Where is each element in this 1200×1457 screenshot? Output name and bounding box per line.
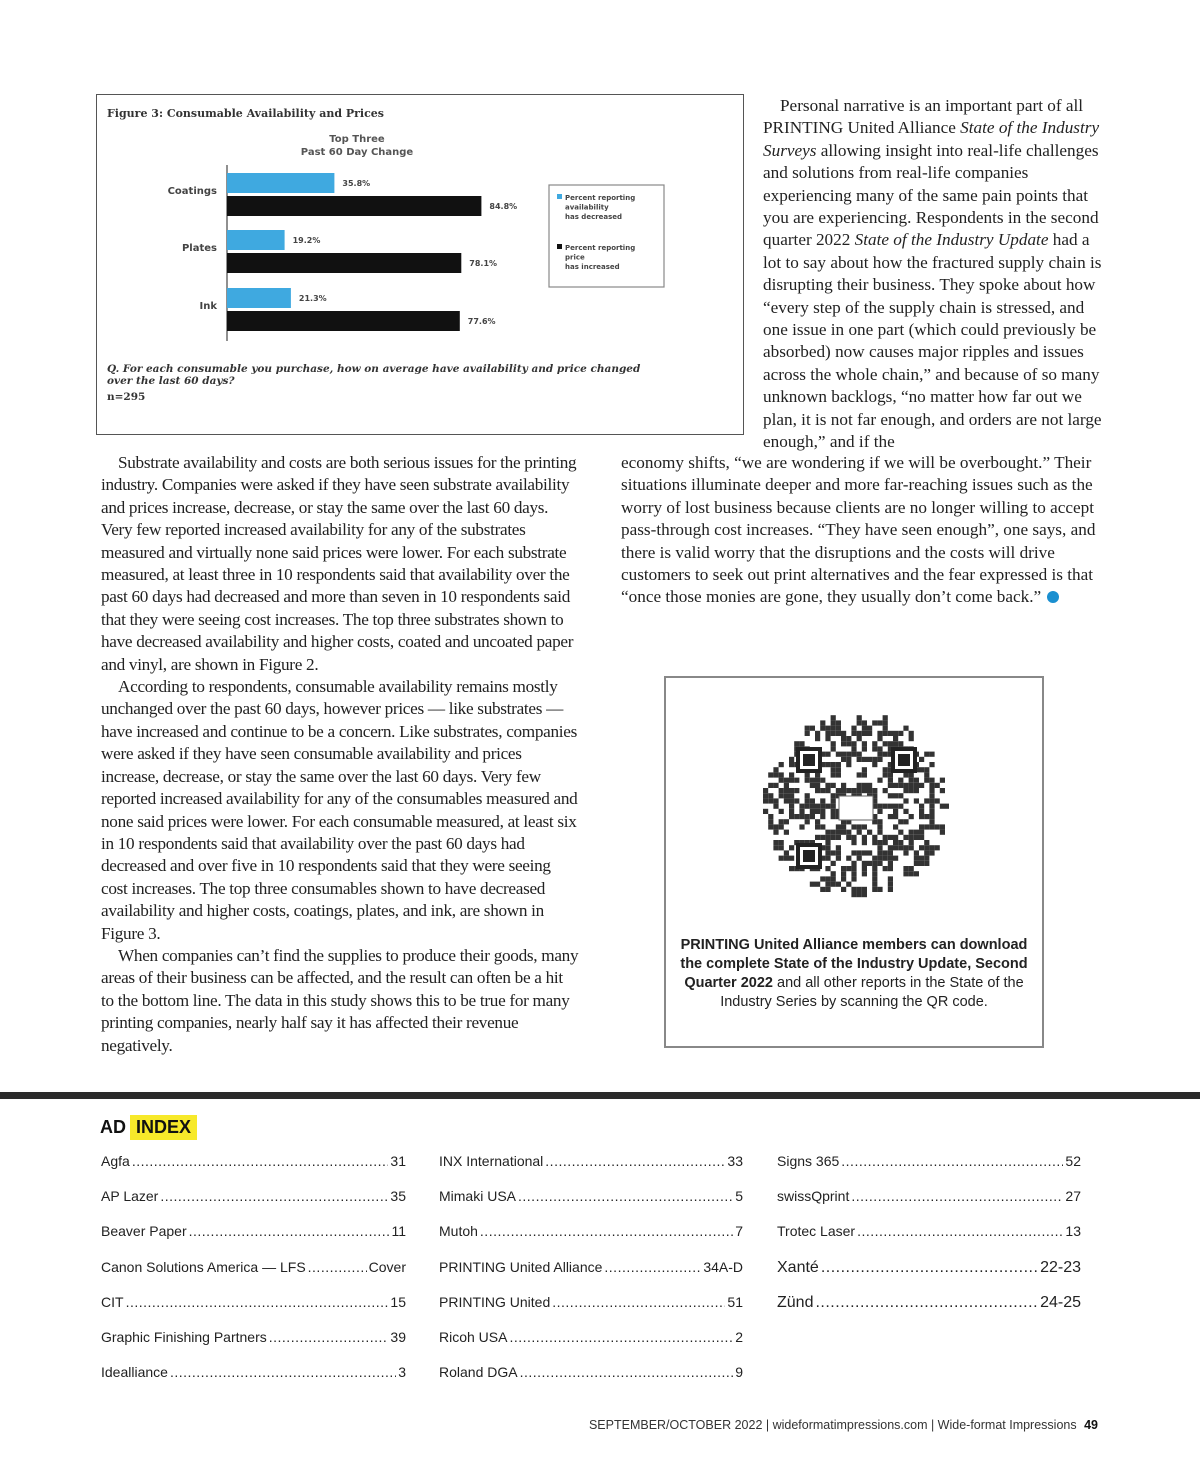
advertiser-name: Xanté bbox=[777, 1258, 819, 1276]
advertiser-name: Beaver Paper bbox=[101, 1223, 187, 1240]
advertiser-page: 3 bbox=[398, 1364, 406, 1381]
ad-index-entry bbox=[101, 1259, 406, 1294]
index-label: INDEX bbox=[130, 1115, 197, 1140]
advertiser-page: 39 bbox=[390, 1328, 406, 1345]
ad-index-column-2 bbox=[439, 1153, 743, 1399]
qr-center-logo bbox=[839, 796, 873, 820]
ad-index-entry bbox=[439, 1294, 743, 1329]
figure-3 bbox=[96, 94, 744, 435]
dot-leader bbox=[815, 1294, 1038, 1312]
ad-index-column-1 bbox=[101, 1153, 406, 1399]
advertiser-page: 51 bbox=[727, 1293, 743, 1310]
category-label: Ink bbox=[199, 301, 217, 312]
advertiser-name: Canon Solutions America — LFS bbox=[101, 1258, 306, 1275]
advertiser-page: 9 bbox=[735, 1364, 743, 1381]
advertiser-name: Mimaki USA bbox=[439, 1188, 517, 1205]
advertiser-name: Mutoh bbox=[439, 1223, 478, 1240]
advertiser-name: Zünd bbox=[777, 1293, 814, 1311]
qr-finder-pattern bbox=[796, 747, 822, 773]
dot-leader bbox=[857, 1223, 1063, 1239]
dot-leader bbox=[132, 1153, 389, 1169]
advertiser-page: 5 bbox=[735, 1188, 743, 1205]
dot-leader bbox=[821, 1259, 1038, 1277]
dot-leader bbox=[518, 1188, 733, 1204]
dot-leader bbox=[480, 1223, 733, 1239]
ad-index-entry bbox=[777, 1223, 1081, 1258]
ad-index-entry bbox=[777, 1294, 1081, 1329]
advertiser-page: 24-25 bbox=[1040, 1293, 1081, 1311]
advertiser-page: 2 bbox=[735, 1328, 743, 1345]
advertiser-name: Ricoh USA bbox=[439, 1328, 508, 1345]
narrative-italic-2: State of the Industry Update bbox=[854, 230, 1049, 250]
advertiser-page: 34A-D bbox=[703, 1258, 743, 1275]
advertiser-page: 27 bbox=[1065, 1188, 1081, 1205]
advertiser-page: 52 bbox=[1065, 1153, 1081, 1169]
right-column-upper bbox=[763, 95, 1108, 454]
dot-leader bbox=[509, 1329, 733, 1345]
ad-index-heading bbox=[100, 1113, 197, 1141]
ad-label: AD bbox=[100, 1116, 126, 1137]
advertiser-name: Roland DGA bbox=[439, 1364, 518, 1381]
dot-leader bbox=[269, 1329, 389, 1345]
qr-caption bbox=[680, 936, 1028, 1012]
bar bbox=[227, 173, 334, 193]
narrative-text-3: had a lot to say about how the fractured supply chain is disrupting their business. They spoke about how “every step of the supply chain is stressed, and one issue in one part (which could previously be absorbed) now causes major ripples and issues across the whole chain,” and because of so many unknown backlogs, “no matter how far out we plan, it is not far enough, and orders are not large enough,” and if the bbox=[763, 230, 1102, 452]
advertiser-page: 7 bbox=[735, 1223, 743, 1240]
category-label: Coatings bbox=[167, 186, 217, 197]
ad-index-entry bbox=[101, 1329, 406, 1364]
qr-finder-pattern bbox=[796, 843, 822, 869]
page-number: 49 bbox=[1084, 1418, 1098, 1432]
section-divider bbox=[0, 1092, 1200, 1099]
data-label: 77.6% bbox=[467, 317, 496, 326]
body-paragraph: Substrate availability and costs are both serious issues for the printing industry. Companies were asked if they have seen substrate availability and prices increase, decrease, or stay the same over the last 60 days. Very few reported increased availability for any of the substrates measured and virtually none said prices were lower. For each substrate measured, at least three in 10 respondents said that availability over the past 60 days had decreased and more than seven in 10 respondents said that they were seeing cost increases. The top three substrates shown to have decreased availability and higher costs, coated and uncoated paper and vinyl, are shown in Figure 2. bbox=[101, 453, 577, 674]
data-label: 19.2% bbox=[292, 236, 321, 245]
advertiser-name: Idealliance bbox=[101, 1364, 168, 1381]
page-footer bbox=[0, 1418, 1098, 1432]
bar bbox=[227, 288, 291, 308]
dot-leader bbox=[308, 1259, 367, 1275]
qr-finder-pattern bbox=[891, 747, 917, 773]
ad-index-entry bbox=[101, 1188, 406, 1223]
bar bbox=[227, 311, 460, 331]
dot-leader bbox=[841, 1153, 1063, 1169]
dot-leader bbox=[126, 1294, 389, 1310]
figure-sample-size: n=295 bbox=[107, 391, 146, 403]
legend-label: price bbox=[565, 253, 585, 262]
chart-title: Past 60 Day Change bbox=[300, 147, 414, 158]
narrative-text-2: allowing insight into real-life challenges and solutions from real-life companies experiencing many of the same pain points that you are experiencing. Respondents in the second quarter 2022 bbox=[763, 140, 1099, 250]
ad-index-entry bbox=[777, 1259, 1081, 1294]
right-column-lower bbox=[621, 452, 1106, 609]
ad-index-entry bbox=[439, 1364, 743, 1399]
ad-index-entry bbox=[101, 1364, 406, 1399]
left-column bbox=[101, 452, 579, 1057]
end-mark-icon bbox=[1047, 591, 1059, 603]
ad-index-entry bbox=[101, 1153, 406, 1188]
advertiser-page: 11 bbox=[391, 1223, 406, 1240]
figure-title: Figure 3: Consumable Availability and Prices bbox=[107, 107, 384, 120]
ad-index-entry bbox=[101, 1223, 406, 1258]
ad-index-entry bbox=[439, 1259, 743, 1294]
advertiser-page: 22-23 bbox=[1040, 1258, 1081, 1276]
dot-leader bbox=[552, 1294, 725, 1310]
ad-index-column-3 bbox=[777, 1153, 1081, 1329]
dot-leader bbox=[851, 1188, 1063, 1204]
advertiser-name: INX International bbox=[439, 1153, 544, 1169]
dot-leader bbox=[170, 1364, 396, 1380]
advertiser-name: PRINTING United Alliance bbox=[439, 1258, 603, 1275]
advertiser-name: Signs 365 bbox=[777, 1153, 840, 1169]
footer-text: SEPTEMBER/OCTOBER 2022 | wideformatimpressions.com | Wide-format Impressions bbox=[588, 1418, 1077, 1432]
advertiser-page: 31 bbox=[390, 1153, 406, 1169]
dot-leader bbox=[604, 1259, 701, 1275]
narrative-italic-1: State of the Industry Surveys bbox=[763, 118, 1100, 160]
advertiser-name: Graphic Finishing Partners bbox=[101, 1328, 267, 1345]
qr-caption-rest: and all other reports in the State of the Industry Series by scanning the QR code. bbox=[720, 975, 1024, 1010]
advertiser-name: AP Lazer bbox=[101, 1188, 159, 1205]
data-label: 84.8% bbox=[489, 202, 518, 211]
dot-leader bbox=[520, 1364, 734, 1380]
ad-index-entry bbox=[439, 1188, 743, 1223]
legend-label: availability bbox=[565, 203, 609, 212]
advertiser-name: swissQprint bbox=[777, 1188, 850, 1205]
category-label: Plates bbox=[181, 243, 217, 254]
advertiser-name: CIT bbox=[101, 1293, 124, 1310]
advertiser-page: 15 bbox=[390, 1293, 406, 1310]
bar bbox=[227, 230, 285, 250]
advertiser-name: Trotec Laser bbox=[777, 1223, 856, 1240]
advertiser-name: Agfa bbox=[101, 1153, 130, 1169]
ad-index-entry bbox=[439, 1329, 743, 1364]
ad-index-entry bbox=[439, 1153, 743, 1188]
body-paragraph: According to respondents, consumable availability remains mostly unchanged over the past 60 days, however prices — like substrates — have increased and continue to be a concern. Like substrates, companies were asked if they have seen consumable availability and prices increase, decrease, or stay the same over the last 60 days. Very few reported increased availability for any of the consumables measured and none said prices were lower. For each consumable measured, at least six in 10 respondents said that availability over the past 60 days had decreased and over five in 10 respondents said that they were seeing cost increases. The top three consumables shown to have decreased availability and higher costs, coatings, plates, and ink, are shown in Figure 3. bbox=[101, 677, 578, 943]
ad-index-entry bbox=[101, 1294, 406, 1329]
legend-swatch bbox=[557, 194, 562, 199]
chart-title: Top Three bbox=[329, 134, 385, 145]
body-paragraph: When companies can’t find the supplies to produce their goods, many areas of their business can be affected, and the result can often be a hit to the bottom line. The data in this study shows this to be true for many printing companies, nearly half say it has affected their revenue negatively. bbox=[101, 945, 579, 1055]
narrative-continuation bbox=[621, 452, 1106, 609]
legend-swatch bbox=[557, 244, 562, 249]
narrative-continuation-text: economy shifts, “we are wondering if we will be overbought.” Their situations illuminate deeper and more far-reaching issues such as the worry of lost business because clients are no longer willing to accept pass-through cost increases. “They have seen enough”, one says, and there is valid worry that the disruptions and the costs will drive customers to seek out print alternatives and the fear expressed is that “once those monies are gone, they usually don’t come back.” bbox=[621, 453, 1096, 607]
qr-code-icon[interactable] bbox=[763, 710, 949, 910]
advertiser-page: 13 bbox=[1065, 1223, 1081, 1240]
narrative-text-1: Personal narrative is an important part of all PRINTING United Alliance bbox=[763, 96, 1084, 138]
advertiser-name: PRINTING United bbox=[439, 1293, 551, 1310]
ad-index-entry bbox=[439, 1223, 743, 1258]
data-label: 21.3% bbox=[298, 294, 327, 303]
dot-leader bbox=[160, 1188, 388, 1204]
legend-label: Percent reporting bbox=[565, 244, 636, 252]
ad-index-entry bbox=[777, 1188, 1081, 1223]
legend-label: Percent reporting bbox=[565, 194, 636, 202]
advertiser-page: 35 bbox=[390, 1188, 406, 1205]
ad-index-entry bbox=[777, 1153, 1081, 1188]
legend-label: has decreased bbox=[565, 213, 623, 221]
data-label: 78.1% bbox=[469, 259, 498, 268]
qr-callout-box bbox=[664, 676, 1044, 1048]
advertiser-page: 33 bbox=[727, 1153, 743, 1169]
dot-leader bbox=[189, 1223, 390, 1239]
bar bbox=[227, 196, 481, 216]
data-label: 35.8% bbox=[342, 179, 371, 188]
legend-label: has increased bbox=[565, 263, 620, 271]
advertiser-page: Cover bbox=[368, 1258, 406, 1275]
qr-caption-bold: PRINTING United Alliance members can download the complete State of the Industry Update, Second Quarter 2022 bbox=[680, 937, 1028, 991]
narrative-paragraph bbox=[763, 95, 1108, 454]
dot-leader bbox=[545, 1153, 725, 1169]
bar bbox=[227, 253, 461, 273]
figure-question: Q. For each consumable you purchase, how on average have availability and price changed over the last 60 days? bbox=[107, 363, 641, 387]
